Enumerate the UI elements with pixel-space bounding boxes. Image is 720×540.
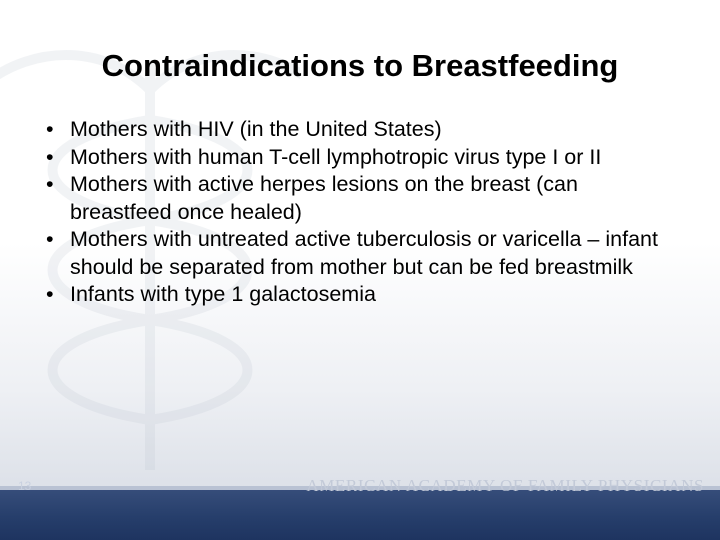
bullet-marker: • [46, 117, 54, 141]
list-item [46, 281, 666, 309]
bullet-text: Mothers with HIV (in the United States) [70, 117, 442, 141]
bullet-marker: • [46, 144, 54, 169]
bullet-text: Mothers with untreated active tuberculosis or varicella – infant should be separated from mother but can be fed breastmilk [70, 227, 658, 279]
bullet-marker: • [46, 282, 54, 306]
list-item [46, 144, 666, 172]
bullet-list [46, 116, 666, 309]
bullet-marker: • [46, 172, 54, 196]
page-number: 13 [18, 479, 32, 493]
bullet-text: Infants with type 1 galactosemia [70, 282, 376, 306]
footer-bar [0, 490, 720, 540]
list-item [46, 171, 666, 226]
list-item [46, 116, 666, 144]
slide-title: Contraindications to Breastfeeding [101, 48, 619, 83]
organization-logo-text: AMERICAN ACADEMY OF FAMILY PHYSICIANS [306, 476, 704, 495]
list-item [46, 226, 666, 281]
bullet-text: Mothers with active herpes lesions on the breast (can breastfeed once healed) [70, 172, 578, 224]
bullet-text: Mothers with human T-cell lymphotropic virus type I or II [70, 144, 602, 169]
bullet-marker: • [46, 227, 54, 251]
